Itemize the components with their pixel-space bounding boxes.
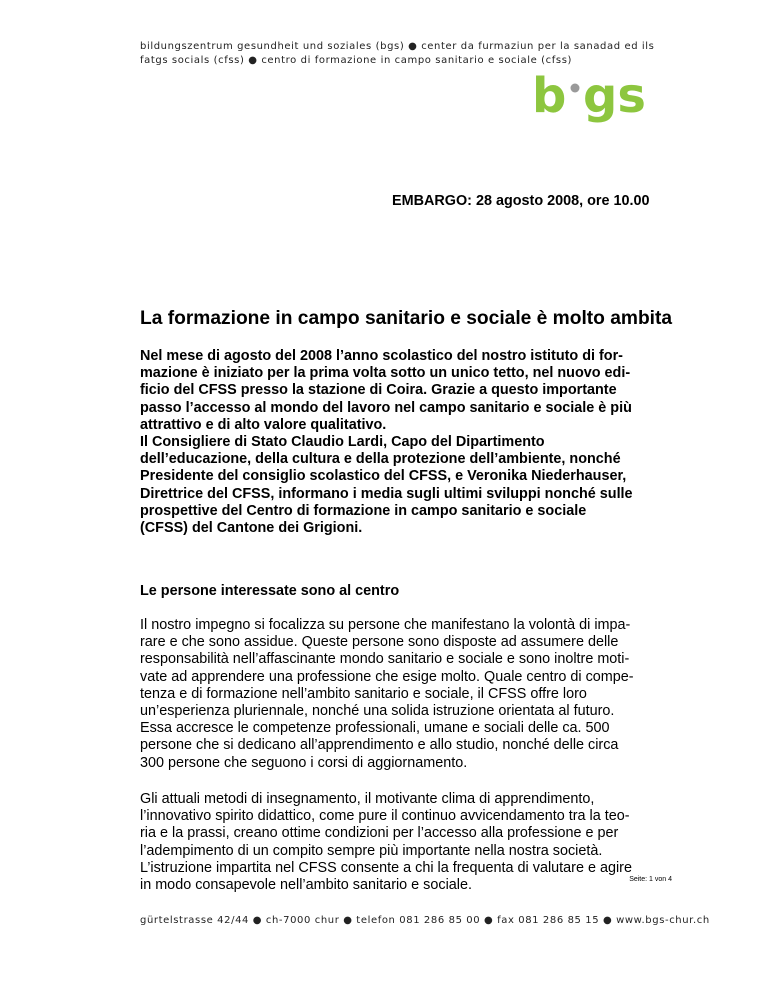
lead-line: mazione è iniziato per la prima volta sotto un unico tetto, nel nuovo edi-	[140, 365, 631, 382]
paragraph-line: Il nostro impegno si focalizza su persone che manifestano la volontà di impa-	[140, 617, 631, 633]
lead-line: (CFSS) del Cantone dei Grigioni.	[140, 520, 363, 537]
paragraph-line: un’esperienza pluriennale, nonché una solida istruzione orientata al futuro.	[140, 703, 615, 720]
header-institution-line-2: fatgs socials (cfss) ● centro di formazione in campo sanitario e sociale (cfss)	[140, 55, 572, 66]
paragraph-line: 300 persone che seguono i corsi di aggiornamento.	[140, 754, 468, 771]
bgs-logo	[532, 70, 650, 132]
header-institution-line-1: bildungszentrum gesundheit und soziales (bgs) ● center da furmaziun per la sanadad ed ils	[140, 41, 655, 52]
lead-line: passo l’accesso al mondo del lavoro nel campo sanitario e sociale è più	[140, 399, 632, 416]
lead-line: Presidente del consiglio scolastico del CFSS, e Veronika Niederhauser,	[140, 468, 627, 485]
lead-line: Il Consigliere di Stato Claudio Lardi, Capo del Dipartimento	[140, 434, 545, 451]
paragraph-line: l’innovativo spirito didattico, come pure il continuo avvicendamento tra la teo-	[140, 808, 630, 825]
paragraph-line: ria e la prassi, creano ottime condizioni per l’accesso alla professione e per	[140, 825, 619, 842]
paragraph-line: persone che si dedicano all’apprendimento e allo studio, nonché delle circa	[140, 737, 619, 754]
section-heading: Le persone interessate sono al centro	[140, 583, 400, 599]
svg-text:b: b	[532, 70, 567, 124]
paragraph-line: rare e che sono assidue. Queste persone sono disposte ad assumere delle	[140, 634, 619, 651]
paragraph-line: l’adempimento di un compito sempre più importante nella nostra società.	[140, 842, 603, 859]
lead-line: attrattivo e di alto valore qualitativo.	[140, 416, 387, 433]
paragraph-line: vate ad apprendere una professione che esige molto. Quale centro di compe-	[140, 668, 634, 685]
body-paragraph-2	[140, 791, 680, 894]
paragraph-line: Essa accresce le competenze professionali, umane e sociali delle ca. 500	[140, 720, 610, 737]
lead-paragraph	[140, 348, 680, 537]
lead-line: Nel mese di agosto del 2008 l’anno scolastico del nostro istituto di for-	[140, 348, 623, 364]
embargo-notice: EMBARGO: 28 agosto 2008, ore 10.00	[392, 193, 650, 209]
lead-line: Direttrice del CFSS, informano i media sugli ultimi sviluppi nonché sulle	[140, 485, 633, 502]
lead-line: dell’educazione, della cultura e della protezione dell’ambiente, nonché	[140, 451, 621, 468]
lead-line: prospettive del Centro di formazione in campo sanitario e sociale	[140, 502, 587, 519]
svg-text:gs: gs	[583, 70, 646, 124]
footer-contact: gürtelstrasse 42/44 ● ch-7000 chur ● telefon 081 286 85 00 ● fax 081 286 85 15 ● www.bgs-chur.ch	[140, 915, 710, 926]
paragraph-line: in modo consapevole nell’ambito sanitario e sociale.	[140, 877, 472, 894]
paragraph-line: Gli attuali metodi di insegnamento, il motivante clima di apprendimento,	[140, 791, 595, 807]
paragraph-line: L’istruzione impartita nel CFSS consente a chi la frequenta di valutare e agire	[140, 859, 632, 876]
paragraph-line: responsabilità nell’affascinante mondo sanitario e sociale e sono inoltre moti-	[140, 651, 630, 668]
paragraph-line: tenza e di formazione nell’ambito sanitario e sociale, il CFSS offre loro	[140, 685, 587, 702]
page-title: La formazione in campo sanitario e sociale è molto ambita	[140, 308, 673, 329]
lead-line: ficio del CFSS presso la stazione di Coira. Grazie a questo importante	[140, 382, 617, 399]
page-number: Seite: 1 von 4	[629, 876, 672, 883]
body-paragraph-1	[140, 617, 680, 772]
